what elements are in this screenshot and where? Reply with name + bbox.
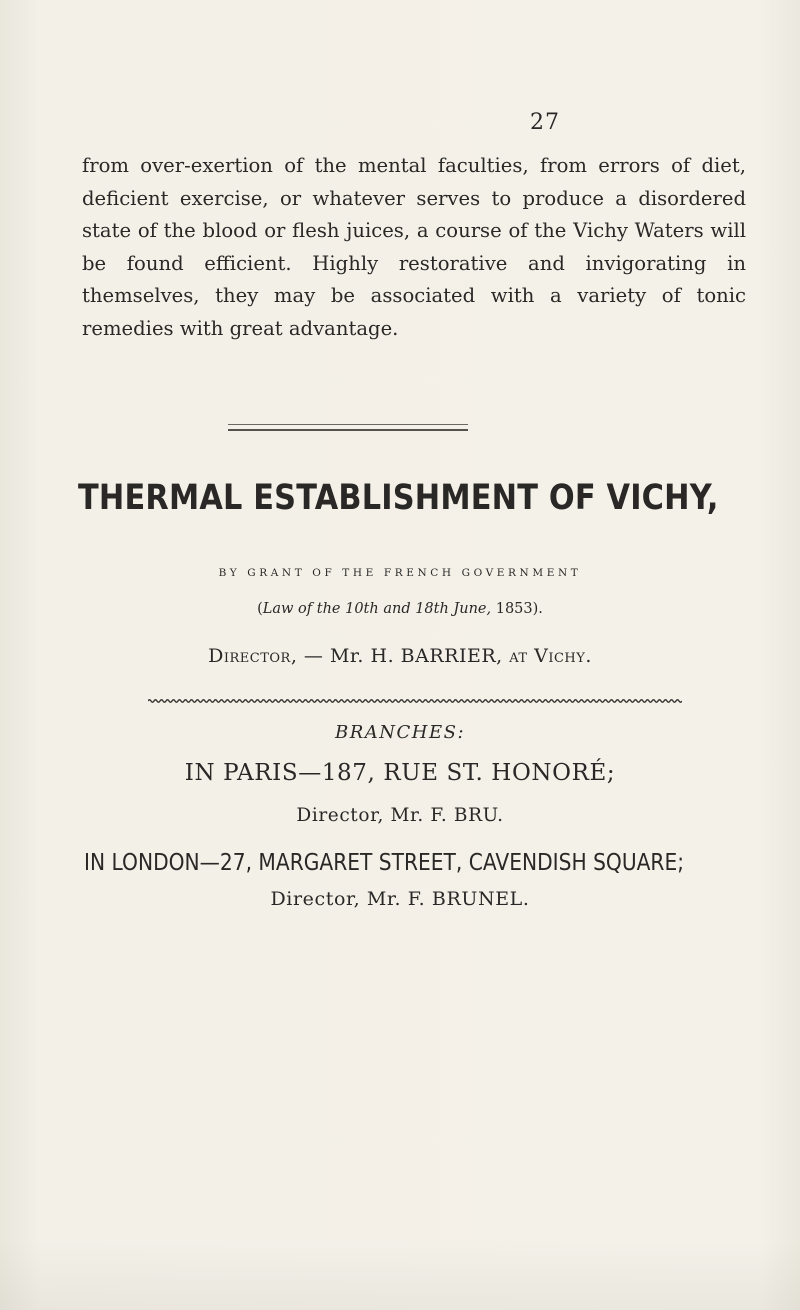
director-place: Vichy. <box>534 645 592 667</box>
establishment-heading: THERMAL ESTABLISHMENT OF VICHY, <box>78 478 719 518</box>
grant-line: BY GRANT OF THE FRENCH GOVERNMENT <box>218 567 582 579</box>
law-open-paren: ( <box>257 601 263 617</box>
page-edge-shade <box>0 1240 800 1310</box>
director-at: at <box>502 645 535 667</box>
paris-branch-line: IN PARIS—187, RUE ST. HONORÉ; <box>184 760 616 786</box>
law-text: Law of the 10th and 18th June, <box>262 601 492 617</box>
vichy-director-line <box>0 645 800 667</box>
paris-director-line: Director, Mr. F. BRU. <box>296 805 504 826</box>
director-label: Director, <box>208 645 298 667</box>
page-number: 27 <box>530 110 560 135</box>
director-dash: — <box>297 645 330 667</box>
london-branch-line: IN LONDON—27, MARGARET STREET, CAVENDISH SQUARE; <box>84 848 685 876</box>
london-director-line: Director, Mr. F. BRUNEL. <box>270 888 530 910</box>
divider-rule <box>228 429 468 431</box>
law-line <box>0 601 800 617</box>
divider-rule <box>228 424 468 425</box>
director-name: Mr. H. BARRIER, <box>329 645 503 667</box>
body-paragraph: from over-exertion of the mental faculties, from errors of diet, deficient exercise, or whatever serves to produce a disordered state of the blood or flesh juices, a course of the Vichy Waters will be found efficient. Highly restorative and invigorating in themselves, they may be associated with a variety of tonic remedies with great advantage. <box>82 154 746 340</box>
law-year: 1853). <box>491 601 543 617</box>
wavy-divider <box>148 696 682 706</box>
branches-title: BRANCHES: <box>334 722 466 743</box>
